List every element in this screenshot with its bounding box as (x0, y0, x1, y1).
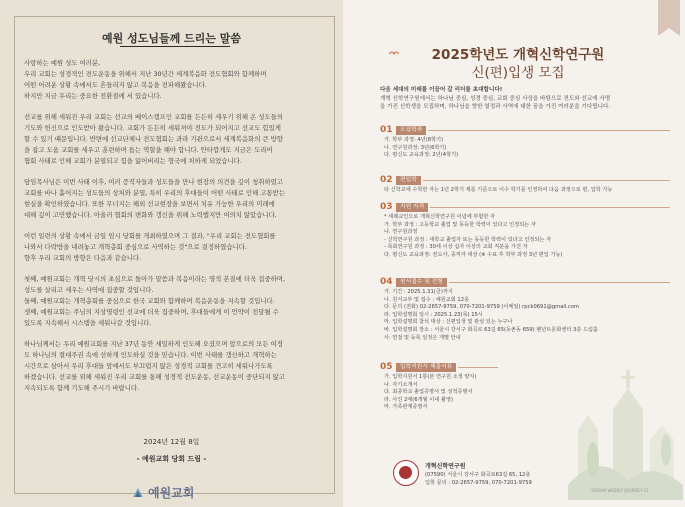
letter-signature: - 예원교회 당회 드림 - (136, 455, 207, 463)
section-line: 다. 평신도 교육과정: 전도사, 중직자 대상 (※ 수료 후 학부 과정 3년 편입 가능) (384, 251, 563, 258)
section-line: 나. 원서교부 및 접수 : 예원교회 12층 (384, 296, 470, 303)
section-header (380, 362, 670, 372)
section-number: 01 (380, 125, 393, 135)
church-logo-icon (132, 487, 144, 499)
section-header (380, 202, 670, 212)
section-line: 타 신학교에 수학한 자는 1년 2학기 제를 기준으로 이수 학기를 인정하여 다음 과정으로 편, 입학 가능 (384, 187, 613, 193)
poster-title: 2025학년도 개혁신학연구원 (431, 47, 605, 63)
section-body (380, 289, 670, 342)
letter-paragraph: 하나님께서는 우리 예원교회를 지난 37년 동안 세밀하게 인도해 오셨으며 앞으로의 모든 여정 도 하나님의 절대주권 속에 선하게 인도하실 것을 믿습니다. 이번 사태를 갱신하고 개혁하는 시간으로 삼아서 우리 후대들 앞에서도 부끄럽지 않은 성경적 교회를 견고히 세워나가도록 하겠습니다. 선교를 위해 세워진 우리 교회를 통해 성경적 전도운동, 선교운동이 중단되지 않고 지속되도록 함께 기도해 주시기 바랍니다. (24, 340, 285, 392)
section-documents (380, 362, 670, 412)
section-body (380, 187, 670, 195)
section-number: 03 (380, 202, 393, 212)
section-number: 04 (380, 277, 393, 287)
section-line: 가. 입학지원서 1통(본 연구원 소정 양식) (384, 374, 477, 380)
section-line: - 신학연구원 과정 : 대학교 졸업자 또는 동등한 학력이 있다고 인정되는 자 (384, 236, 552, 243)
letter-title: 예원 성도님들께 드리는 말씀 (102, 32, 241, 45)
section-body (380, 214, 670, 260)
section-label: 원서접수 및 전형 (396, 278, 447, 287)
letter-date: 2024년 12월 8일 (143, 438, 200, 446)
section-label: 편입학 (396, 176, 421, 185)
institute-phone: 입학 문의 : 02-2657-9759, 070-7201-9759 (425, 480, 532, 486)
section-label: 모집학과 (396, 126, 426, 135)
bookmark-ribbon (658, 0, 680, 28)
section-divider (430, 207, 670, 208)
letter-paragraph: 이런 일련의 상황 속에서 금일 임시 당회를 개최하였으며 그 결과, "우리 교회는 전도협회를 나와서 다락방을 내려놓고 개혁총회 중심으로 사역하는 것"으로 결정하였습니다. 향후 우리 교회의 방향은 다음과 같습니다. (24, 232, 276, 262)
section-label: 입학지원서 제출서류 (396, 363, 456, 372)
section-body (380, 374, 670, 412)
section-line: 나. 연구원과정 (384, 229, 418, 236)
institute-address: (07590) 서울시 강서구 화곡로63길 65, 12층 (425, 472, 531, 478)
section-number: 05 (380, 362, 393, 372)
section-application (380, 277, 670, 342)
section-header (380, 175, 670, 185)
section-line: - 목회연구원 과정 : 30세 이상 십자 이상의 교회 직분을 가진 자 (384, 244, 528, 251)
section-line: 사. 면접 및 등록 일정은 개별 안내 (384, 334, 461, 341)
section-line: 바. 입학설명회 장소 : 서울시 강서구 화곡로 63길 65(등촌동 659) 펜년트문화센터 3층 드림홀 (384, 326, 598, 333)
poster-subtitle: 신(편)입생 모집 (471, 65, 565, 81)
section-label: 지원 자격 (396, 203, 428, 212)
section-line: 나. 연구원과정: 3년(6학기) (384, 144, 447, 151)
section-divider (423, 180, 670, 181)
intro-line: 다음 세대의 미래를 이끌어 갈 리더를 초대합니다! (380, 87, 503, 93)
section-header (380, 125, 670, 135)
church-logo (132, 484, 194, 501)
church-logo-text: 예원교회 (148, 486, 195, 500)
section-recruit-programs (380, 125, 670, 160)
letter-paragraph: 우리 교회는 성경적인 전도운동을 위해서 지난 30년간 세계복음화 전도협회와 함께하며 어떤 어려운 상황 속에서도 흔들리지 않고 복음을 전파해왔습니다. 하지만 지금 우리는 중요한 전환점에 서 있습니다. (24, 70, 267, 100)
section-eligibility (380, 202, 670, 260)
section-line: 다. 평신도 교육과정: 2년(4학기) (384, 152, 459, 159)
intro-line: 을 가진 신학생을 모집하며, 하나님을 향한 열정과 사역에 대한 꿈을 가진 여러분을 기다립니다. (380, 104, 611, 110)
section-line: 마. 입학설명회 참석 대상 : 신편입생 및 관심 있는 누구나 (384, 319, 513, 326)
poster-intro (380, 86, 670, 112)
letter-paragraph: 선교를 위해 세워진 우리 교회는 선교의 베이스캠프인 교회를 든든히 세우기 위해 온 성도들의 기도와 헌신으로 인도받아 왔습니다. 교회가 든든히 세워져야 전도가 되어지고 선교도 힘있게 할 수 있기 때문입니다. 반면에 선교단체나 전도협회는 과라 기관으로서 세계복음화의 큰 방향 을 잡고 도움 교회를 세우고 훈련하며 돕는 역할을 해야 합니다. 안타깝게도 지금은 도리어 협회 사태로 인해 교회가 분열되고 힘을 잃어버리는 형국에 처하게 되었습니다. (24, 113, 283, 165)
letter-paragraph: 담임목사님은 이번 사태 이후, 여러 증직자들과 성도들을 만나 현장의 의견을 깊이 청취하였고 교회를 바나 흩어지는 성도들의 상처와 분열, 특히 우리의 후대들이 어떤 사태로 인해 고통받는 현실을 확인하였습니다. 또한 무너지는 해외 선교현장을 보면서 치유 가능한 우리의 미래에 대해 깊이 고민했습니다. 아울러 협회의 변화와 갱신을 위해 노력했지만 여의치 않았습니다. (24, 178, 285, 219)
section-line: 가. 학부 과정 : 고등학교 졸업 및 동등한 학력이 있다고 인정되는 자 (384, 221, 536, 228)
journal-footer: YEWON WEEKLY JOURNEY 21 (591, 488, 649, 493)
section-line: 라. 입학설명회 일시 : 2025.1.23(목) 15시 (384, 311, 483, 318)
section-divider (428, 130, 670, 131)
letter-title-underline (120, 46, 230, 47)
section-header (380, 277, 670, 287)
section-line: 다. 최종학교 졸업증명서 및 성적증명서 (384, 389, 473, 396)
section-line: 라. 사진 2매(6개월 이내 촬영) (384, 396, 454, 403)
institute-seal-icon (399, 466, 412, 479)
section-body (380, 137, 670, 160)
letter-body (24, 58, 324, 404)
letter-paragraph: 사랑하는 예원 성도 여러분, (24, 59, 101, 67)
section-line: 가. 기간 : 2025.1.31(금)까지 (384, 289, 453, 295)
section-line: 나. 자기소개서 (384, 381, 418, 388)
intro-line: 개혁 신학연구원에서는 하나님 중심, 성경 중심, 교회 중심 사상을 바탕으로 전도와 선교에 사명 (380, 95, 611, 102)
section-line: 다. 문의 (전화) 02-2657-9759, 070-7201-9759 (이메일) rpck0691@gmail.com (384, 304, 579, 311)
section-number: 02 (380, 175, 393, 185)
section-line: * 세례교인으로 개혁신학연구원 이념에 부합한 자 (384, 214, 496, 220)
section-divider (449, 282, 670, 283)
institute-name: 개혁신학연구원 (425, 463, 466, 470)
recruitment-poster (343, 0, 685, 507)
section-line: 마. 가족관계증명서 (384, 404, 428, 411)
institute-seal (393, 460, 419, 486)
letter-paragraph: 첫째, 예원교회는 개혁 당시의 초심으로 돌아가 말씀과 복음이라는 영적 본질에 더욱 집중하며, 성도를 살리고 세우는 사역에 집중할 것입니다. 둘째, 예원교회는 개혁총회를 중심으로 한국 교회와 함께하며 복음운동을 지속할 것입니다. 셋째, 예원교회는 주님의 지상명령인 선교에 더욱 집중하며, 후대들에게 이 언약이 전달될 수 있도록 지속해서 시스템을 세워나갈 것입니다. (24, 275, 285, 327)
section-divider (458, 367, 498, 368)
section-transfer (380, 175, 670, 195)
section-line: 가. 학부 과정: 4년(8학기) (384, 137, 444, 143)
